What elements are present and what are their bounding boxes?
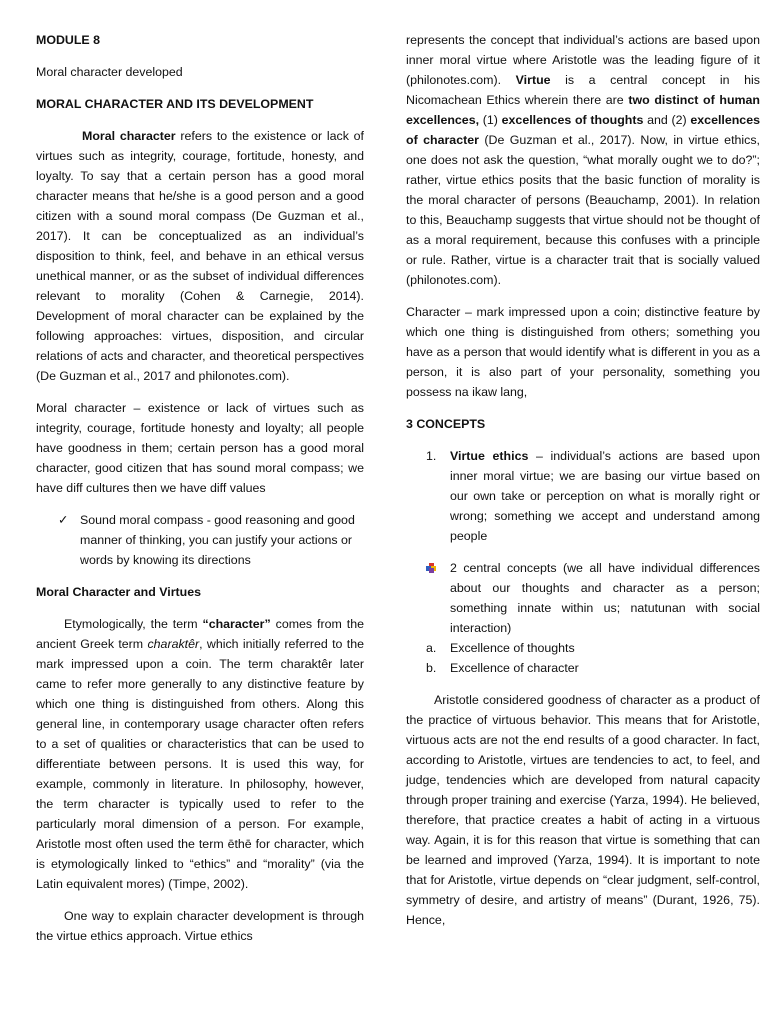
paragraph-character-definition: Character – mark impressed upon a coin; distinctive feature by which one thing is distinguished from others; something you have as a person that would identify what is different in you as a person, it is also part of your personality, something you possess na ikaw lang, (406, 305, 760, 399)
diamond-bullet-icon (426, 563, 436, 573)
concepts-heading: 3 CONCEPTS (406, 417, 486, 431)
paragraph-aristotle: Aristotle considered goodness of character as a product of the practice of virtuous behavior. This means that for Aristotle, virtuous acts are not the end results of a good character. In fact, according to Aristotle, virtues are tendencies to act, to feel, and judge, tendencies which are developed from natural capacity through proper training and exercise (Yarza, 1994). He believed, therefore, that practice creates a habit of acting in a virtuous way. Again, it is for this reason that virtue is something that can be learned and improved (Yarza, 1994). It is important to note that for Aristotle, virtue depends on “clear judgment, self-control, symmetry of desire, and artistry of means” (Durant, 1926, 75). Hence, (406, 693, 760, 927)
check-icon: ✓ (58, 513, 69, 527)
paragraph-virtue-ethics: One way to explain character development is through the virtue ethics approach. Virtue ethics (36, 909, 364, 943)
paragraph-moral-character: Moral character refers to the existence or lack of virtues such as integrity, courage, fortitude, honesty, and loyalty. To say that a certain person has a good moral character means that he/she is a good person and a good citizen with a sound moral compass (De Guzman et al., 2017). It can be conceptualized as an individual’s disposition to think, feel, and behave in an ethical versus unethical manner, or as the subset of individual differences relevant to morality (Cohen & Carnegie, 2014). Development of moral character can be explained by the following approaches: virtues, disposition, and circular relations of acts and character, and theoretical perspectives (De Guzman et al., 2017 and philonotes.com). (36, 129, 364, 383)
check-item: ✓ Sound moral compass - good reasoning and good manner of thinking, you can justify your actions or words by knowing its directions (36, 510, 364, 570)
paragraph-virtue-continued: represents the concept that individual’s actions are based upon inner moral virtue where Aristotle was the leading figure of it (philonotes.com). Virtue is a central concept in his Nicomachean Ethics wherein there are two distinct of human excellences, (1) excellences of thoughts and (2) excellences of character (De Guzman et al., 2017). Now, in virtue ethics, one does not ask the question, “what morally ought we to do?”; rather, virtue ethics posits that the basic function of morality is the moral character of persons (Beauchamp, 2001). In relation to this, Beauchamp suggests that virtue should not be thought of as a moral requirement, because this confuses with a principle or rule. Rather, virtue is a character trait that is socially valued (philonotes.com). (406, 33, 760, 287)
left-column (36, 30, 364, 958)
sub-list-item: a. Excellence of thoughts (426, 641, 575, 655)
paragraph-etymology: Etymologically, the term “character” comes from the ancient Greek term charaktêr, which initially referred to the mark impressed upon a coin. The term charaktêr later came to refer more generally to any distinctive feature by which one thing is distinguished from others. Along this general line, in contemporary usage character often refers to a set of qualities or characteristics that can be used to differentiate between persons. It is used this way, for example, commonly in literature. In philosophy, however, the term character is typically used to refer to the particularly moral dimension of a person. For example, Aristotle most often used the term ēthē for character, which is etymologically linked to “ethics” and “morality” (via the Latin equivalent mores) (Timpe, 2002). (36, 617, 365, 891)
section-heading: MORAL CHARACTER AND ITS DEVELOPMENT (36, 97, 314, 111)
module-label: MODULE 8 (36, 33, 101, 47)
list-item: 1. Virtue ethics – individual’s actions are based upon inner moral virtue; we are basing our virtue based on our own take or perception on what is morally right or wrong; something we accept and understand among people (426, 449, 760, 543)
list-item: 2 central concepts (we all have individual differences about our thoughts and character as a person; something innate within us; natutunan with social interaction) (406, 558, 760, 638)
paragraph-notes: Moral character – existence or lack of virtues such as integrity, courage, fortitude honesty and loyalty; all people have goodness in them; certain person has a good moral character, good citizen that has sound moral compass; we have diff cultures then we have diff values (36, 401, 364, 495)
sub-list-item: b. Excellence of character (426, 661, 579, 675)
subsection-heading: Moral Character and Virtues (36, 585, 202, 599)
right-column (406, 30, 760, 942)
module-subtitle: Moral character developed (36, 65, 183, 79)
bold-term: Moral character (82, 129, 176, 143)
